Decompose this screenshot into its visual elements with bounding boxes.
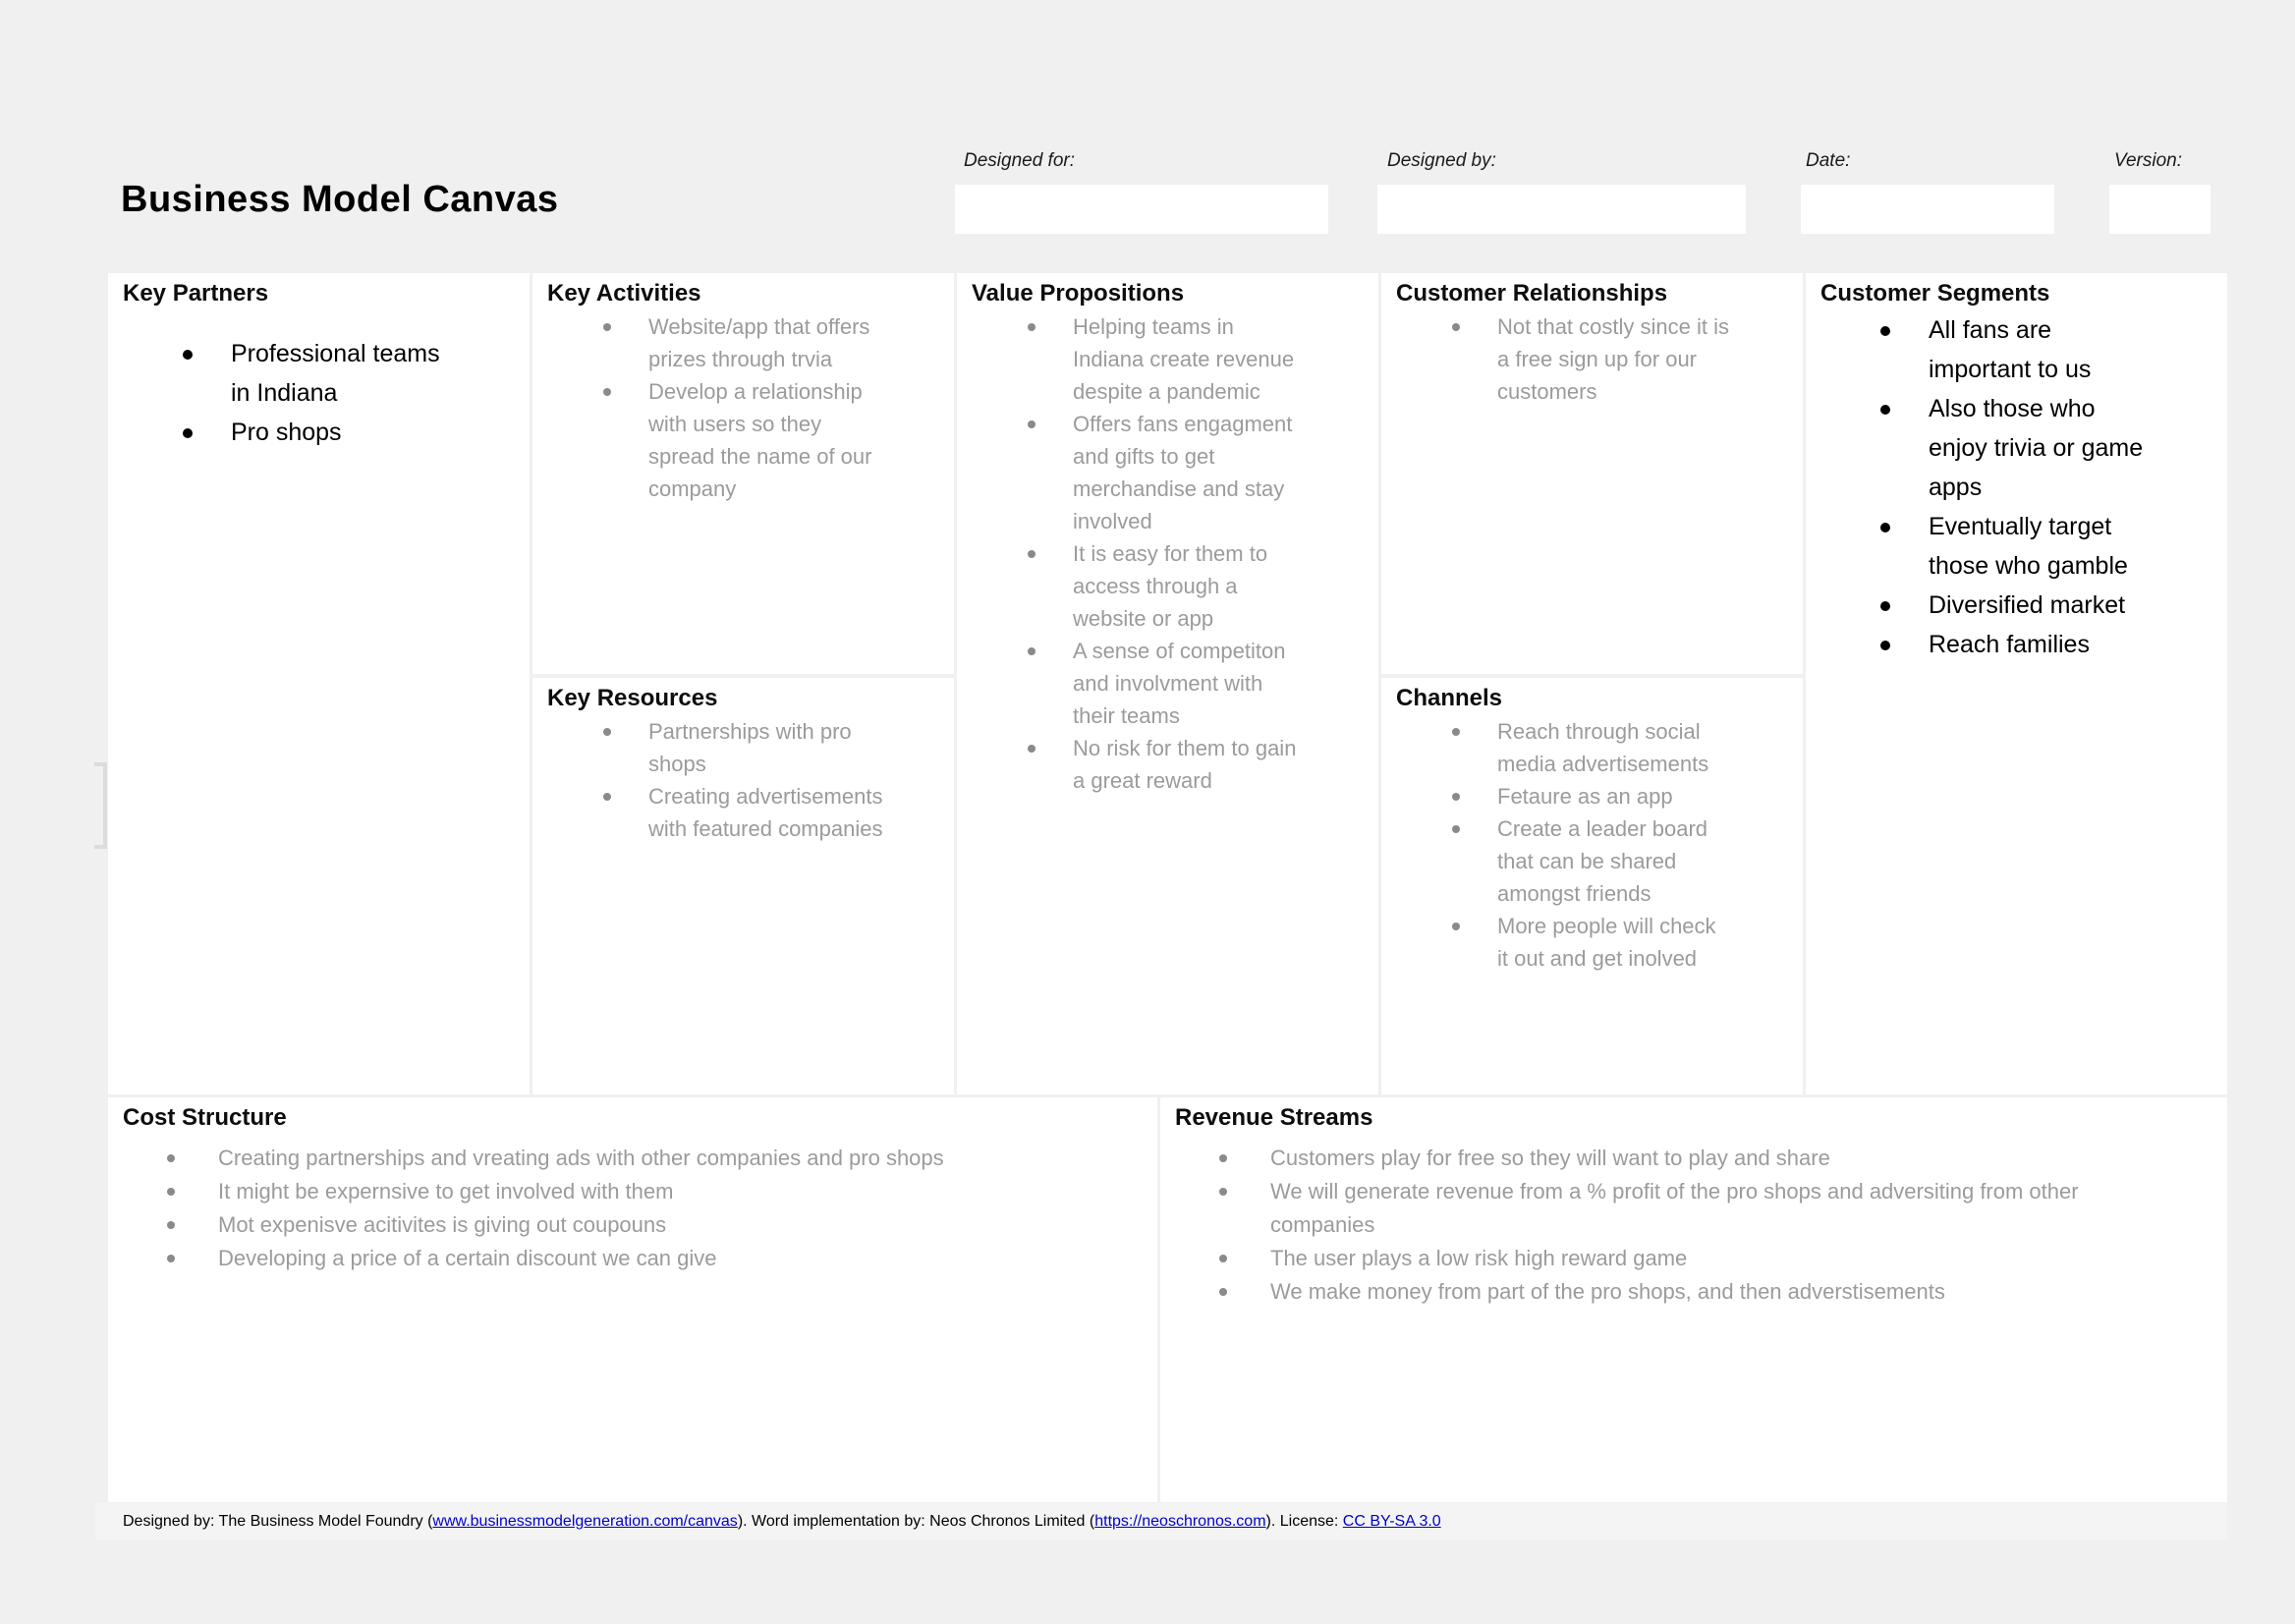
field-designed-by [1387,150,1746,234]
section-channels [1381,678,1803,1094]
key-resources-list [532,715,954,845]
list-item: Customers play for free so they will want to play and share [1160,1142,2227,1175]
list-item: A sense of competiton and involvment with their teams [957,635,1378,732]
list-item: Professional teams in Indiana [108,334,530,413]
section-title: Revenue Streams [1175,1104,1373,1131]
designed-by-label: Designed by: [1387,150,1496,171]
footer-link-neoschronos[interactable]: https://neoschronos.com [1094,1513,1266,1530]
section-title: Key Partners [123,280,269,307]
field-version [2114,150,2211,234]
footer-text-prefix: Designed by: The Business Model Foundry ( [123,1513,433,1530]
footer-link-license[interactable]: CC BY-SA 3.0 [1342,1513,1441,1530]
list-item: Reach families [1806,625,2227,664]
list-item: Website/app that offers prizes through trvia [532,310,954,375]
list-item: The user plays a low risk high reward game [1160,1242,2227,1275]
key-partners-list [108,334,530,452]
section-value-propositions [957,273,1378,1094]
list-item: Not that costly since it is a free sign up for our customers [1381,310,1803,408]
section-title: Key Resources [547,685,718,711]
section-title: Cost Structure [123,1104,287,1131]
section-title: Value Propositions [972,280,1185,307]
list-item: Partnerships with pro shops [532,715,954,780]
list-item: We make money from part of the pro shops, and then adverstisements [1160,1275,2227,1309]
version-input[interactable] [2109,185,2211,234]
list-item: Creating advertisements with featured companies [532,780,954,845]
revenue-streams-list [1160,1142,2227,1309]
list-item: We will generate revenue from a % profit of the pro shops and adversiting from other companies [1160,1175,2227,1242]
value-propositions-list [957,310,1378,797]
list-item: Diversified market [1806,586,2227,625]
list-item: Reach through social media advertisements [1381,715,1803,780]
list-item: It might be expernsive to get involved with them [108,1175,1157,1208]
footer-text-mid1: ). Word implementation by: Neos Chronos Limited ( [737,1513,1095,1530]
page-title: Business Model Canvas [121,179,559,220]
date-input[interactable] [1801,185,2054,234]
field-date [1806,150,2054,234]
designed-for-label: Designed for: [964,150,1076,171]
key-activities-list [532,310,954,505]
customer-relationships-list [1381,310,1803,408]
list-item: No risk for them to gain a great reward [957,732,1378,797]
section-cost-structure [108,1097,1157,1502]
designed-for-input[interactable] [955,185,1328,234]
cost-structure-list [108,1142,1157,1275]
footer-text-mid2: ). License: [1265,1513,1343,1530]
list-item: Developing a price of a certain discount we can give [108,1242,1157,1275]
list-item: It is easy for them to access through a website or app [957,537,1378,635]
section-key-partners [108,273,530,1094]
list-item: More people will check it out and get inolved [1381,910,1803,975]
list-item: Mot expenisve acitivites is giving out coupouns [108,1208,1157,1242]
section-title: Channels [1396,685,1503,711]
channels-list [1381,715,1803,975]
customer-segments-list [1806,310,2227,664]
list-item: Fetaure as an app [1381,780,1803,812]
designed-by-input[interactable] [1377,185,1746,234]
list-item: Eventually target those who gamble [1806,507,2227,586]
version-label: Version: [2114,150,2182,171]
list-item: Helping teams in Indiana create revenue despite a pandemic [957,310,1378,408]
date-label: Date: [1806,150,1851,171]
section-customer-segments [1806,273,2227,1094]
section-title: Customer Relationships [1396,280,1668,307]
list-item: Offers fans engagment and gifts to get merchandise and stay involved [957,408,1378,537]
section-customer-relationships [1381,273,1803,674]
footer-credit [123,1513,1441,1531]
list-item: Pro shops [108,413,530,452]
section-key-activities [532,273,954,674]
section-title: Customer Segments [1820,280,2050,307]
list-item: Develop a relationship with users so they spread the name of our company [532,375,954,505]
section-revenue-streams [1160,1097,2227,1502]
field-designed-for [964,150,1328,234]
list-item: Create a leader board that can be shared amongst friends [1381,812,1803,910]
list-item: Also those who enjoy trivia or game apps [1806,389,2227,507]
list-item: Creating partnerships and vreating ads with other companies and pro shops [108,1142,1157,1175]
footer-link-canvas[interactable]: www.businessmodelgeneration.com/canvas [432,1513,738,1530]
section-key-resources [532,678,954,1094]
footer-band [95,1503,2227,1540]
section-title: Key Activities [547,280,701,307]
margin-bracket [94,762,107,849]
list-item: All fans are important to us [1806,310,2227,389]
